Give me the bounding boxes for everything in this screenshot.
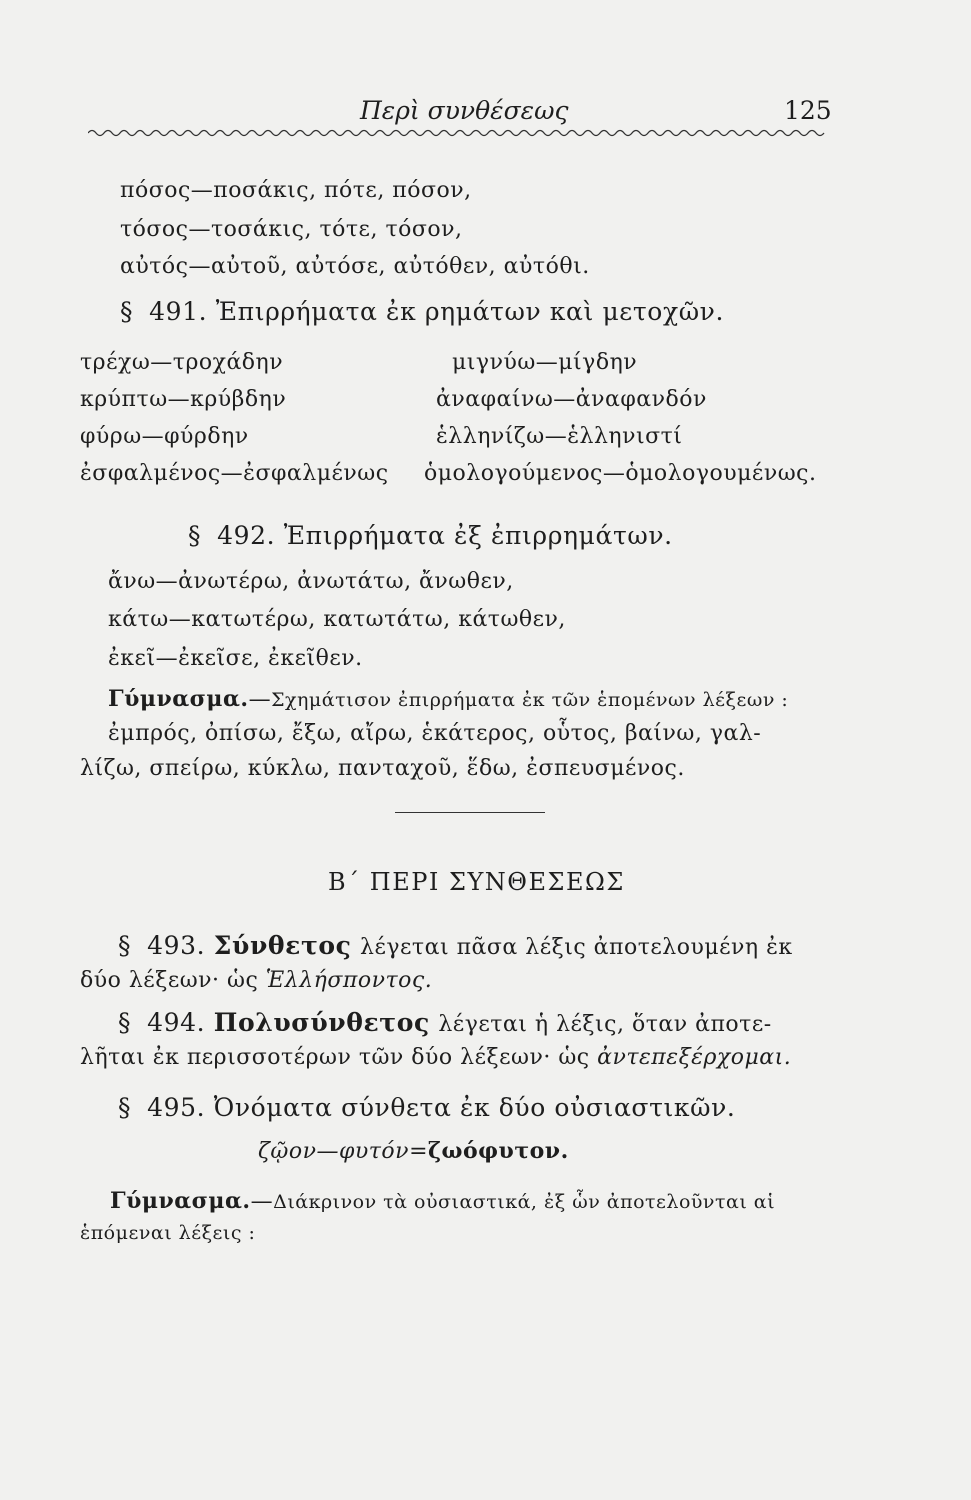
section-title: Ὀνόματα σύνθετα ἐκ δύο οὐσιαστικῶν. bbox=[213, 1093, 736, 1122]
running-title: Περὶ συνθέσεως bbox=[360, 96, 569, 125]
exercise-dash: — bbox=[250, 1189, 274, 1214]
intro-line: αὐτός—αὐτοῦ, αὐτόσε, αὐτόθεν, αὐτόθι. bbox=[120, 254, 590, 279]
section-492-heading bbox=[188, 523, 673, 548]
header-wavy-rule bbox=[88, 128, 828, 138]
section-sign: § bbox=[120, 297, 134, 326]
defined-term: Πολυσύνθετος bbox=[213, 1008, 430, 1037]
section-number: 492. bbox=[217, 521, 276, 550]
definition-text: λέγεται ἡ λέξις, ὅταν ἀποτε- bbox=[438, 1012, 772, 1037]
intro-line: τόσος—τοσάκις, τότε, τόσον, bbox=[120, 217, 463, 242]
section-sign: § bbox=[188, 521, 202, 550]
adverb-pair-right: μιγνύω—μίγδην bbox=[452, 350, 638, 375]
section-495-heading bbox=[118, 1095, 735, 1120]
exercise-instruction: Διάκρινον τὰ οὐσιαστικά, ἐξ ὧν ἀποτελοῦνται αἱ bbox=[273, 1191, 776, 1213]
exercise-2 bbox=[110, 1190, 775, 1213]
section-number: 494. bbox=[147, 1008, 206, 1037]
adverb-pair-right: ὁμολογούμενος—ὁμολογουμένως. bbox=[424, 461, 817, 486]
section-divider bbox=[395, 812, 545, 813]
compound-result: ζωόφυτον. bbox=[428, 1138, 569, 1164]
equals-sign: = bbox=[409, 1139, 428, 1164]
adverb-pair-right: ἀναφαίνω—ἀναφανδόν bbox=[436, 387, 707, 412]
page-number: 125 bbox=[784, 96, 832, 125]
exercise-word-line: ἐμπρός, ὀπίσω, ἔξω, αἴρω, ἑκάτερος, οὗτος, βαίνω, γαλ- bbox=[108, 721, 762, 746]
example-word: ἀντεπεξέρχομαι. bbox=[597, 1045, 792, 1070]
compound-parts: ζῷον—φυτόν bbox=[258, 1139, 410, 1164]
intro-line: πόσος—ποσάκις, πότε, πόσον, bbox=[120, 178, 472, 203]
adverb-pair-left: κρύπτω—κρύβδην bbox=[80, 387, 287, 412]
exercise-dash: — bbox=[248, 687, 272, 712]
adverb-pair-left: τρέχω—τροχάδην bbox=[80, 350, 284, 375]
example-word: Ἑλλήσποντος. bbox=[265, 968, 433, 993]
section-491-heading bbox=[120, 299, 724, 324]
exercise-word-line: λίζω, σπείρω, κύκλω, πανταχοῦ, ἕδω, ἐσπευσμένος. bbox=[80, 756, 685, 781]
exercise-label: Γύμνασμα. bbox=[108, 686, 249, 712]
section-493 bbox=[118, 933, 793, 959]
section-sign: § bbox=[118, 1008, 132, 1037]
exercise-1 bbox=[108, 688, 788, 711]
adverb-line: ἄνω—ἀνωτέρω, ἀνωτάτω, ἄνωθεν, bbox=[108, 569, 514, 594]
section-493-line2: δύο λέξεων· ὡς Ἑλλήσποντος. bbox=[80, 968, 433, 993]
section-494-line2: λῆται ἐκ περισσοτέρων τῶν δύο λέξεων· ὡς ἀντεπεξέρχομαι. bbox=[80, 1045, 792, 1070]
section-number: 491. bbox=[149, 297, 208, 326]
defined-term: Σύνθετος bbox=[213, 931, 352, 960]
section-title: Ἐπιρρήματα ἐκ ρημάτων καὶ μετοχῶν. bbox=[215, 297, 725, 326]
exercise-instruction: Σχημάτισον ἐπιρρήματα ἐκ τῶν ἑπομένων λέξεων : bbox=[271, 689, 789, 711]
compound-example bbox=[258, 1140, 569, 1163]
section-title: Ἐπιρρήματα ἐξ ἐπιρρημάτων. bbox=[283, 521, 673, 550]
definition-text: λέγεται πᾶσα λέξις ἀποτελουμένη ἐκ bbox=[360, 935, 793, 960]
section-sign: § bbox=[118, 931, 132, 960]
adverb-line: ἐκεῖ—ἐκεῖσε, ἐκεῖθεν. bbox=[108, 646, 363, 671]
section-494 bbox=[118, 1010, 772, 1036]
adverb-pair-right: ἑλληνίζω—ἑλληνιστί bbox=[436, 424, 683, 449]
section-number: 493. bbox=[147, 931, 206, 960]
section-sign: § bbox=[118, 1093, 132, 1122]
chapter-heading: Β΄ ΠΕΡΙ ΣΥΝΘΕΣΕΩΣ bbox=[328, 868, 625, 896]
section-number: 495. bbox=[147, 1093, 206, 1122]
adverb-line: κάτω—κατωτέρω, κατωτάτω, κάτωθεν, bbox=[108, 607, 566, 632]
adverb-pair-left: ἐσφαλμένος—ἐσφαλμένως bbox=[80, 461, 389, 486]
exercise-2-line2: ἑπόμεναι λέξεις : bbox=[80, 1222, 256, 1244]
exercise-label: Γύμνασμα. bbox=[110, 1188, 251, 1214]
adverb-pair-left: φύρω—φύρδην bbox=[80, 424, 249, 449]
